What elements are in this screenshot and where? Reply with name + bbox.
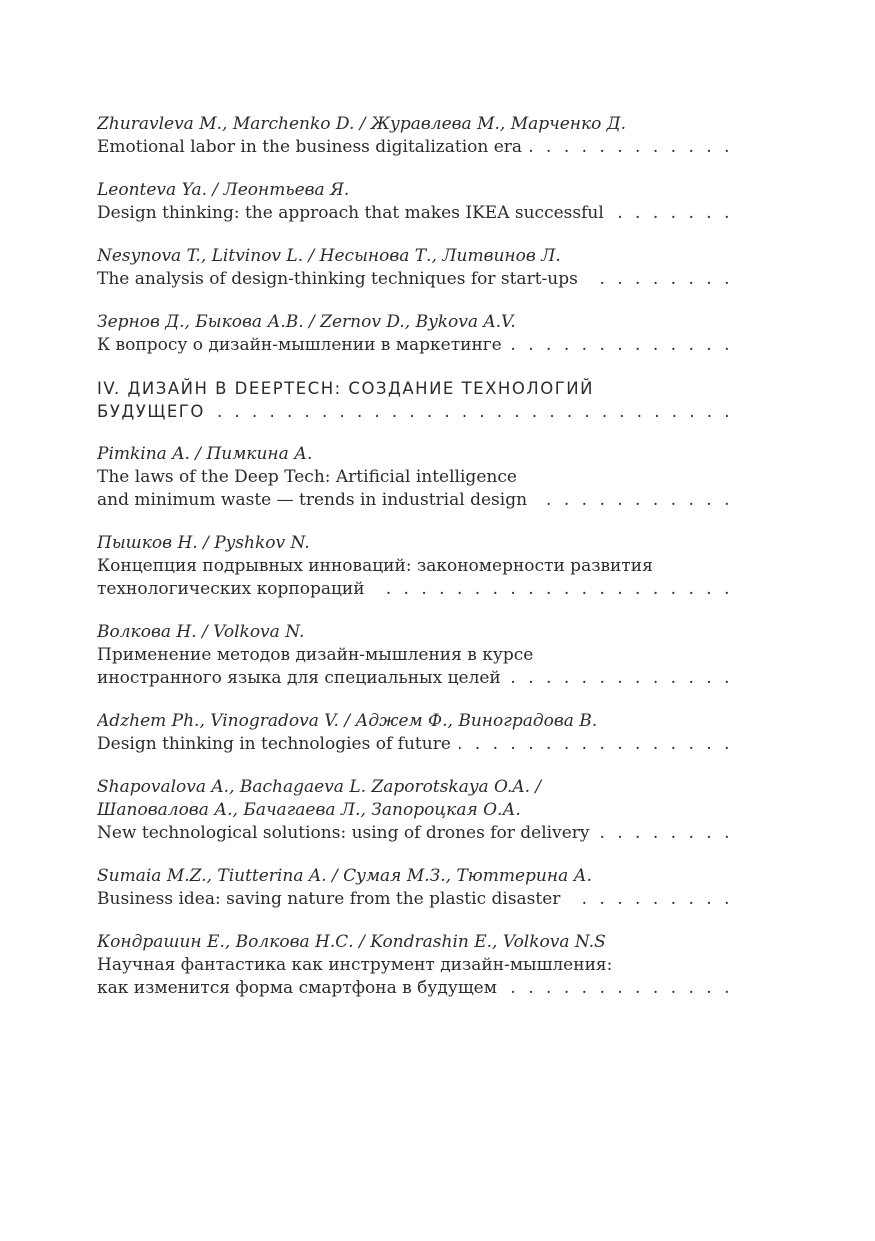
dot-leader [568, 888, 733, 911]
dot-leader [505, 977, 733, 1000]
toc-entry [97, 179, 733, 225]
entry-authors: Пышков Н. / Pyshkov N. [97, 533, 310, 553]
entry-title-line [97, 667, 733, 690]
dot-leader [586, 268, 733, 291]
entry-title-line [97, 489, 733, 512]
section-title: БУДУЩЕГО [97, 402, 205, 421]
entry-title-line [97, 268, 733, 291]
entry-authors: Шаповалова А., Бачагаева Л., Запороцкая О.А. [97, 800, 521, 820]
entry-title: The laws of the Deep Tech: Artificial intelligence [97, 467, 517, 487]
entry-title: Научная фантастика как инструмент дизайн-мышления: [97, 955, 613, 975]
toc-entry [97, 311, 733, 357]
toc-entry [97, 621, 733, 690]
entry-title: Business idea: saving nature from the plastic disaster [97, 889, 561, 909]
entry-authors: Волкова Н. / Volkova N. [97, 622, 305, 642]
dot-leader [535, 489, 733, 512]
entry-title-line [97, 822, 733, 845]
toc-entry [97, 532, 733, 601]
entry-title: К вопросу о дизайн-мышлении в маркетинге [97, 335, 502, 355]
entry-title: технологических корпораций [97, 579, 365, 599]
toc-entry [97, 443, 733, 512]
entry-authors: Leonteva Ya. / Леонтьева Я. [97, 180, 350, 200]
entry-authors: Pimkina A. / Пимкина А. [97, 444, 313, 464]
section-title-line: IV. ДИЗАЙН В DEEPTECH: СОЗДАНИЕ ТЕХНОЛОГИЙ [97, 379, 594, 398]
entry-title: New technological solutions: using of drones for delivery [97, 823, 590, 843]
toc-entry [97, 931, 733, 1000]
entry-title: Design thinking: the approach that makes IKEA successful [97, 203, 604, 223]
toc-entry [97, 710, 733, 756]
dot-leader [598, 822, 733, 845]
entry-title: and minimum waste — trends in industrial design [97, 490, 528, 510]
dot-leader [213, 400, 733, 423]
entry-title: иностранного языка для специальных целей [97, 668, 501, 688]
dot-leader [530, 136, 733, 159]
entry-authors: Shapovalova A., Bachagaeva L. Zaporotskaya O.A. / [97, 777, 542, 797]
entry-title-line [97, 202, 733, 225]
entry-title-line [97, 334, 733, 357]
entry-authors: Зернов Д., Быкова А.В. / Zernov D., Bykova A.V. [97, 312, 516, 332]
entry-title-line [97, 136, 733, 159]
entry-title: Design thinking in technologies of future [97, 734, 451, 754]
entry-title-line [97, 977, 733, 1000]
section-title-line [97, 400, 733, 423]
entry-authors: Nesynova T., Litvinov L. / Несынова Т., Литвинов Л. [97, 246, 561, 266]
dot-leader [373, 578, 733, 601]
entry-authors: Кондрашин Е., Волкова Н.С. / Kondrashin E., Volkova N.S [97, 932, 606, 952]
entry-title: Концепция подрывных инноваций: закономерности развития [97, 556, 653, 576]
dot-leader [509, 667, 733, 690]
toc-entry [97, 776, 733, 845]
entry-title: The analysis of design-thinking techniques for start-ups [97, 269, 578, 289]
entry-title-line [97, 888, 733, 911]
entry-authors: Adzhem Ph., Vinogradova V. / Аджем Ф., Виноградова В. [97, 711, 598, 731]
entry-title-line [97, 733, 733, 756]
entry-authors: Sumaia M.Z., Tiutterina A. / Сумая М.З., Тюттерина А. [97, 866, 592, 886]
section-heading [97, 377, 733, 423]
toc-entry [97, 245, 733, 291]
toc-entry [97, 113, 733, 159]
dot-leader [459, 733, 733, 756]
dot-leader [510, 334, 733, 357]
entry-title: Emotional labor in the business digitalization era [97, 137, 523, 157]
toc-entry [97, 865, 733, 911]
entry-title-line [97, 578, 733, 601]
dot-leader [612, 202, 733, 225]
entry-title: как изменится форма смартфона в будущем [97, 978, 497, 998]
entry-title: Применение методов дизайн-мышления в курсе [97, 645, 534, 665]
entry-authors: Zhuravleva M., Marchenko D. / Журавлева М., Марченко Д. [97, 114, 626, 134]
